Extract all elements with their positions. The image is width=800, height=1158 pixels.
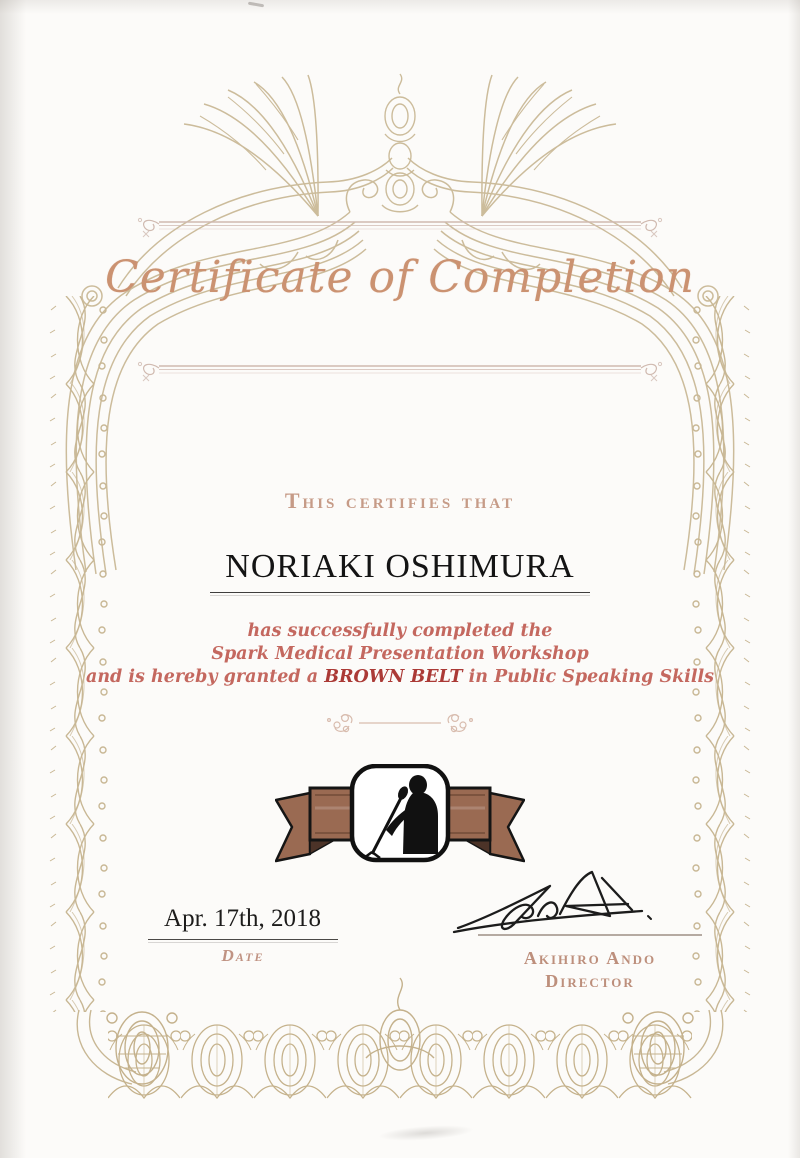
statement-line-2: Spark Medical Presentation Workshop xyxy=(211,644,589,664)
award-badge xyxy=(275,764,525,864)
completion-statement xyxy=(0,620,800,689)
statement-line-3 xyxy=(0,666,800,689)
scan-shadow-top xyxy=(0,0,800,14)
statement-line-3-suffix: in Public Speaking Skills xyxy=(462,667,714,687)
recipient-name: NORIAKI OSHIMURA xyxy=(225,548,575,585)
flourish-divider xyxy=(315,708,485,738)
certificate-title: Certificate of Completion xyxy=(105,252,695,303)
date-underline xyxy=(148,939,338,940)
signer-role: Director xyxy=(545,971,635,991)
top-divider xyxy=(135,212,665,238)
date-label: Date xyxy=(221,946,265,965)
border-crest xyxy=(382,74,418,212)
signer-name: Akihiro Ando xyxy=(523,948,657,968)
date-value: Apr. 17th, 2018 xyxy=(164,905,321,932)
public-speaker-icon xyxy=(352,766,448,860)
statement-line-1: has successfully completed the xyxy=(247,621,553,641)
under-title-divider xyxy=(135,356,665,382)
recipient-underline xyxy=(210,592,590,593)
director-signature xyxy=(452,866,684,938)
belt-rank-highlight: BROWN BELT xyxy=(324,667,463,687)
statement-line-3-prefix: and is hereby granted a xyxy=(85,667,325,687)
signature-underline xyxy=(478,934,702,936)
certifies-label: This certifies that xyxy=(284,488,516,513)
